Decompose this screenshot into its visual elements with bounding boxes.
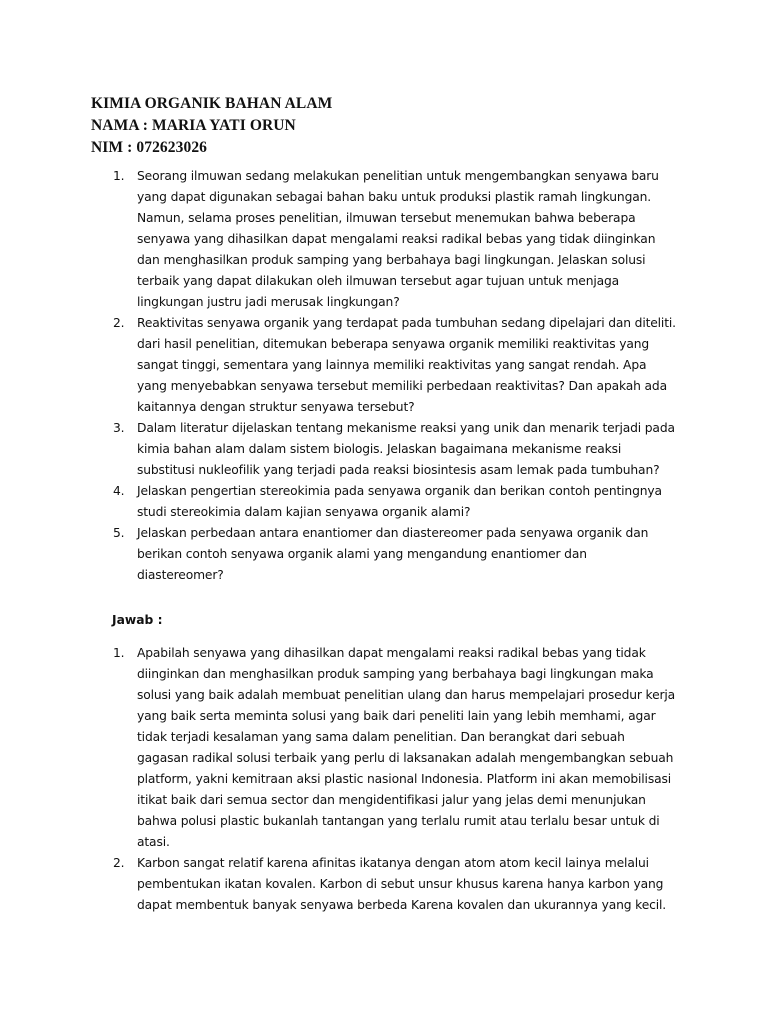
question-text: Seorang ilmuwan sedang melakukan penelitian untuk mengembangkan senyawa baru yang dapat digunakan sebagai bahan baku untuk produksi plastik ramah lingkungan. Namun, selama proses penelitian, ilmuwan tersebut menemukan bahwa beberapa senyawa yang dihasilkan dapat mengalami reaksi radikal bebas yang tidak diinginkan dan menghasilkan produk samping yang berbahaya bagi lingkungan. Jelaskan solusi terbaik yang dapat dilakukan oleh ilmuwan tersebut agar tujuan untuk menjaga lingkungan justru jadi merusak lingkungan? bbox=[137, 169, 659, 309]
answer-heading: Jawab : bbox=[112, 613, 163, 627]
course-title: KIMIA ORGANIK BAHAN ALAM bbox=[91, 95, 333, 112]
question-list bbox=[0, 166, 677, 586]
question-item bbox=[0, 313, 677, 418]
document-header bbox=[91, 93, 332, 159]
question-item bbox=[0, 418, 677, 481]
student-name: NAMA : MARIA YATI ORUN bbox=[91, 117, 296, 134]
question-text: Dalam literatur dijelaskan tentang mekanisme reaksi yang unik dan menarik terjadi pada kimia bahan alam dalam sistem biologis. Jelaskan bagaimana mekanisme reaksi substitusi nukleofilik yang terjadi pada reaksi biosintesis asam lemak pada tumbuhan? bbox=[137, 421, 675, 477]
question-item bbox=[0, 481, 677, 523]
answer-number: 1. bbox=[113, 646, 125, 660]
question-text: Jelaskan pengertian stereokimia pada senyawa organik dan berikan contoh pentingnya studi stereokimia dalam kajian senyawa organik alami? bbox=[137, 484, 662, 519]
answer-text: Apabilah senyawa yang dihasilkan dapat mengalami reaksi radikal bebas yang tidak diinginkan dan menghasilkan produk samping yang berbahaya bagi lingkungan maka solusi yang baik adalah membuat penelitian ulang dan harus mempelajari prosedur kerja yang baik serta meminta solusi yang baik dari peneliti lain yang lebih memhami, agar tidak terjadi kesalaman yang sama dalam penelitian. Dan berangkat dari sebuah gagasan radikal solusi terbaik yang perlu di laksanakan adalah mengembangkan sebuah platform, yakni kemitraan aksi plastic nasional Indonesia. Platform ini akan memobilisasi itikat baik dari semua sector dan mengidentifikasi jalur yang jelas demi menunjukan bahwa polusi plastic bukanlah tantangan yang terlalu rumit atau terlalu besar untuk di atasi. bbox=[137, 646, 676, 849]
question-number: 2. bbox=[113, 316, 125, 330]
question-item bbox=[0, 166, 677, 313]
question-number: 3. bbox=[113, 421, 125, 435]
question-text: Reaktivitas senyawa organik yang terdapat pada tumbuhan sedang dipelajari dan diteliti. dari hasil penelitian, ditemukan beberapa senyawa organik memiliki reaktivitas yang sangat tinggi, sementara yang lainnya memiliki reaktivitas yang sangat rendah. Apa yang menyebabkan senyawa tersebut memiliki perbedaan reaktivitas? Dan apakah ada kaitannya dengan struktur senyawa tersebut? bbox=[137, 316, 676, 414]
question-text: Jelaskan perbedaan antara enantiomer dan diastereomer pada senyawa organik dan berikan contoh senyawa organik alami yang mengandung enantiomer dan diastereomer? bbox=[137, 526, 649, 582]
answer-item bbox=[0, 853, 677, 916]
question-number: 5. bbox=[113, 526, 125, 540]
answer-number: 2. bbox=[113, 856, 125, 870]
answer-item bbox=[0, 643, 677, 853]
student-nim: NIM : 072623026 bbox=[91, 139, 208, 156]
question-number: 4. bbox=[113, 484, 125, 498]
answer-list bbox=[0, 643, 677, 916]
answer-text: Karbon sangat relatif karena afinitas ikatanya dengan atom atom kecil lainya melalui pembentukan ikatan kovalen. Karbon di sebut unsur khusus karena hanya karbon yang dapat membentuk banyak senyawa berbeda Karena kovalen dan ukurannya yang kecil. bbox=[137, 856, 667, 912]
question-number: 1. bbox=[113, 169, 125, 183]
question-item bbox=[0, 523, 677, 586]
